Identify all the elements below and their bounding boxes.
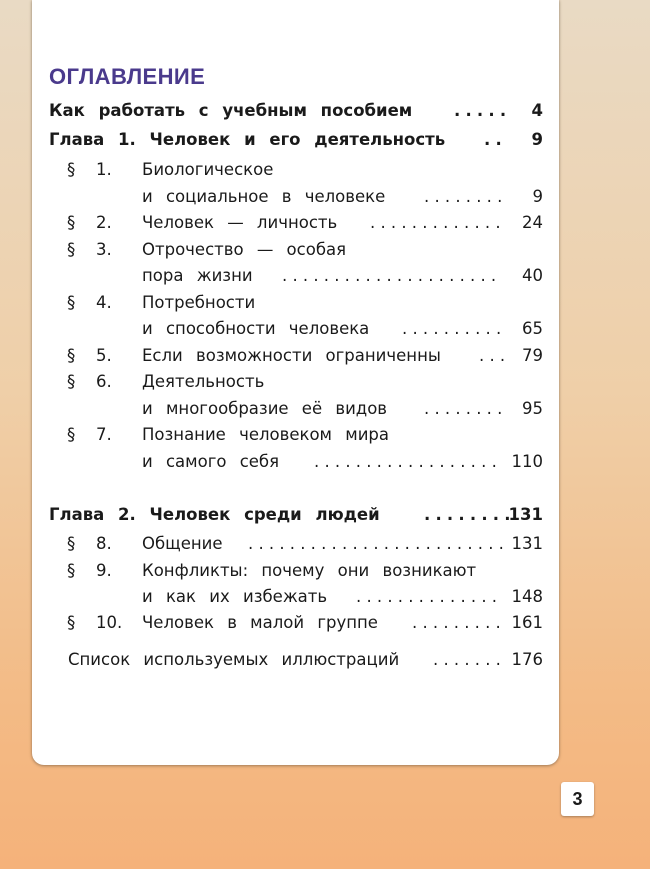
toc-entry-section-7[interactable] (32, 422, 559, 448)
toc-entry-section-5[interactable] (32, 343, 559, 369)
page-number: 24 (522, 213, 543, 232)
page-number: 131 (508, 505, 543, 524)
page-number: 9 (531, 130, 543, 149)
toc-entry-section-1[interactable] (32, 157, 559, 183)
entry-text: и как их избежать (142, 587, 328, 606)
section-sign: § (67, 346, 76, 365)
page-number-badge: 3 (561, 782, 594, 816)
section-number: 2. (96, 213, 112, 232)
toc-entry-section-9-cont[interactable] (32, 584, 559, 610)
dot-leader: .................. (314, 452, 503, 471)
page-number: 40 (522, 266, 543, 285)
section-number: 10. (96, 613, 123, 632)
toc-entry-section-10[interactable] (32, 610, 559, 636)
entry-text: Если возможности ограниченны (142, 346, 441, 365)
dot-leader: ........ (424, 187, 508, 206)
dot-leader: .. (484, 130, 507, 149)
page-number: 148 (511, 587, 543, 606)
toc-entry-intro[interactable] (32, 98, 559, 124)
section-sign: § (67, 613, 76, 632)
section-number: 4. (96, 293, 112, 312)
toc-entry-section-9[interactable] (32, 558, 559, 584)
toc-entry-section-8[interactable] (32, 531, 559, 557)
entry-text: Человек — личность (142, 213, 338, 232)
section-sign: § (67, 372, 76, 391)
dot-leader: .............. (356, 587, 503, 606)
section-sign: § (67, 561, 76, 580)
toc-entry-section-3-cont[interactable] (32, 263, 559, 289)
entry-text: пора жизни (142, 266, 253, 285)
entry-text: Потребности (142, 293, 256, 312)
page-number: 9 (532, 187, 543, 206)
toc-title: ОГЛАВЛЕНИЕ (49, 64, 206, 89)
entry-text: Глава 1. Человек и его деятельность (49, 130, 446, 149)
entry-text: Список используемых иллюстраций (68, 650, 400, 669)
entry-text: Как работать с учебным пособием (49, 101, 413, 120)
section-number: 7. (96, 425, 112, 444)
dot-leader: .......... (402, 319, 507, 338)
section-number: 6. (96, 372, 112, 391)
page-number: 4 (531, 101, 543, 120)
dot-leader: ......................... (248, 534, 510, 553)
toc-entry-chapter-2[interactable] (32, 502, 559, 528)
toc-entry-section-2[interactable] (32, 210, 559, 236)
entry-text: Познание человеком мира (142, 425, 390, 444)
section-number: 3. (96, 240, 112, 259)
section-number: 5. (96, 346, 112, 365)
toc-entry-section-3[interactable] (32, 237, 559, 263)
page-number: 176 (511, 650, 543, 669)
page-number: 110 (511, 452, 543, 471)
dot-leader: ..................... (282, 266, 502, 285)
section-number: 8. (96, 534, 112, 553)
toc-entry-chapter-1[interactable] (32, 127, 559, 153)
entry-text: Человек в малой группе (142, 613, 378, 632)
dot-leader: ......... (412, 613, 507, 632)
entry-text: и способности человека (142, 319, 370, 338)
toc-entry-section-6[interactable] (32, 369, 559, 395)
entry-text: Биологическое (142, 160, 274, 179)
entry-text: Деятельность (142, 372, 265, 391)
entry-text: и социальное в человеке (142, 187, 386, 206)
toc-entry-section-6-cont[interactable] (32, 396, 559, 422)
dot-leader: ........ (424, 399, 508, 418)
section-sign: § (67, 425, 76, 444)
section-sign: § (67, 293, 76, 312)
entry-text: Конфликты: почему они возникают (142, 561, 477, 580)
entry-text: Отрочество — особая (142, 240, 347, 259)
section-sign: § (67, 213, 76, 232)
toc-entry-section-4-cont[interactable] (32, 316, 559, 342)
section-sign: § (67, 534, 76, 553)
page-number: 131 (511, 534, 543, 553)
entry-text: Глава 2. Человек среди людей (49, 505, 380, 524)
dot-leader: ............. (370, 213, 506, 232)
toc-entry-section-1-cont[interactable] (32, 184, 559, 210)
dot-leader: ....... (433, 650, 507, 669)
toc-entry-section-4[interactable] (32, 290, 559, 316)
toc-entry-section-7-cont[interactable] (32, 449, 559, 475)
dot-leader: ........ (424, 505, 516, 524)
page-number: 95 (522, 399, 543, 418)
page-number: 65 (522, 319, 543, 338)
page-number: 161 (511, 613, 543, 632)
dot-leader: ... (479, 346, 511, 365)
entry-text: Общение (142, 534, 223, 553)
section-sign: § (67, 160, 76, 179)
section-number: 9. (96, 561, 112, 580)
section-number: 1. (96, 160, 112, 179)
toc-entry-illustrations[interactable] (32, 647, 559, 673)
dot-leader: ..... (454, 101, 512, 120)
entry-text: и самого себя (142, 452, 280, 471)
section-sign: § (67, 240, 76, 259)
page-number: 79 (522, 346, 543, 365)
toc-card (32, 0, 559, 765)
entry-text: и многообразие её видов (142, 399, 388, 418)
